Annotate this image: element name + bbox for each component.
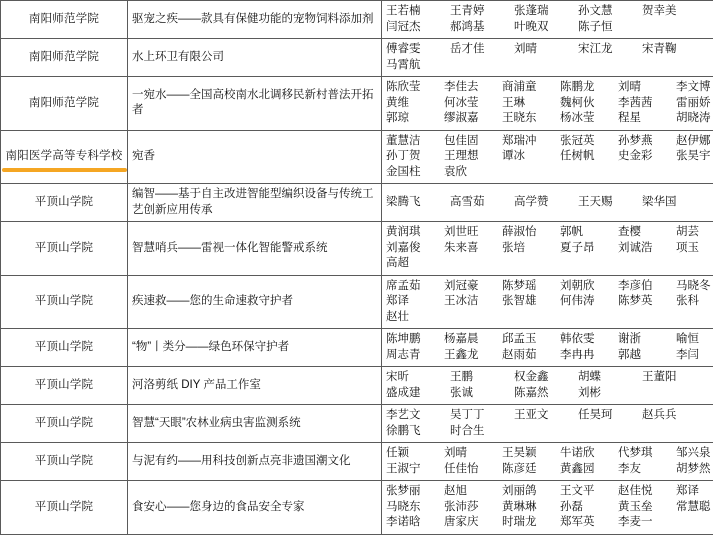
member-name: 包佳固 <box>444 134 496 150</box>
member-name: 何冰莹 <box>444 96 496 112</box>
member-name: 刘朝欣 <box>560 279 612 295</box>
cell-school: 平顶山学院 <box>1 481 128 535</box>
cell-members <box>382 481 713 535</box>
member-name: 刘晴 <box>444 446 496 462</box>
member-name: 徐鹏飞 <box>386 424 442 440</box>
member-name: 李诺晗 <box>386 515 438 531</box>
member-name-list <box>386 225 713 272</box>
member-name: 傅睿雯 <box>386 42 442 58</box>
member-name: 邱孟玉 <box>502 332 554 348</box>
member-name: 李文博 <box>676 80 713 96</box>
member-name: 王晓东 <box>502 111 554 127</box>
member-name: 王文平 <box>560 484 612 500</box>
member-name: 邹兴泉 <box>676 446 713 462</box>
member-name: 王琳 <box>502 96 554 112</box>
member-name: 谭冰 <box>502 149 554 165</box>
cell-members <box>382 222 713 276</box>
member-name: 郭越 <box>618 348 670 364</box>
member-name: 赵佳悦 <box>618 484 670 500</box>
member-name: 赵兵兵 <box>642 408 698 424</box>
member-name: 项玉 <box>676 241 713 257</box>
member-name: 贺幸美 <box>642 4 698 20</box>
member-name: 唐家庆 <box>444 515 496 531</box>
cell-project-name: 一宛水——全国高校南水北调移民新村普法开拓者 <box>128 77 382 131</box>
member-name: 梁腾飞 <box>386 195 442 211</box>
table-row <box>1 443 713 481</box>
member-name: 时瑞龙 <box>502 515 554 531</box>
member-name: 黄润琪 <box>386 225 438 241</box>
cell-school: 平顶山学院 <box>1 405 128 443</box>
member-name: 薛淑怡 <box>502 225 554 241</box>
member-name: 黄琳琳 <box>502 500 554 516</box>
member-name: 叶晚双 <box>514 20 570 36</box>
member-name: 喻恒 <box>676 332 713 348</box>
member-name: 郝鸿基 <box>450 20 506 36</box>
member-name: 孙磊 <box>560 500 612 516</box>
member-name: 杨冰莹 <box>560 111 612 127</box>
member-name: 董慧洁 <box>386 134 438 150</box>
member-name: 王若楠 <box>386 4 442 20</box>
cell-project-name: 疾速救——您的生命速救守护者 <box>128 275 382 329</box>
member-name: 袁欣 <box>444 165 496 181</box>
member-name: 刘诚浩 <box>618 241 670 257</box>
member-name: 李麦一 <box>618 515 670 531</box>
member-name-list <box>386 408 713 439</box>
table-row <box>1 77 713 131</box>
cell-project-name: 与泥有约——用科技创新点亮非遗国潮文化 <box>128 443 382 481</box>
table-row <box>1 222 713 276</box>
cell-project-name: 编智——基于自主改进智能型编织设备与传统工艺创新应用传承 <box>128 184 382 222</box>
member-name: 时合生 <box>450 424 506 440</box>
cell-project-name: 河洛剪纸 DIY 产品工作室 <box>128 367 382 405</box>
member-name: 张昊宇 <box>676 149 713 165</box>
member-name: 刘嘉俊 <box>386 241 438 257</box>
member-name: 查樱 <box>618 225 670 241</box>
table-row <box>1 130 713 184</box>
member-name: 夏子昂 <box>560 241 612 257</box>
member-name: 李彦伯 <box>618 279 670 295</box>
cell-project-name: 智慧“天眼”农林业病虫害监测系统 <box>128 405 382 443</box>
member-name: 金国柱 <box>386 165 438 181</box>
cell-school: 南阳师范学院 <box>1 1 128 39</box>
member-name-list <box>386 279 713 326</box>
member-name: 王董阳 <box>642 370 698 386</box>
member-name-list <box>386 332 713 363</box>
member-name: 梁华国 <box>642 195 698 211</box>
member-name: 李闫 <box>676 348 713 364</box>
cell-members <box>382 130 713 184</box>
member-name-list <box>386 195 713 211</box>
cell-school <box>1 130 128 184</box>
member-name: 胡蝶 <box>578 370 634 386</box>
member-name: 刘冠豪 <box>444 279 496 295</box>
member-name: 宋昕 <box>386 370 442 386</box>
member-name: 高超 <box>386 256 438 272</box>
table-body <box>1 1 713 535</box>
member-name: 代梦琪 <box>618 446 670 462</box>
member-name: 胡梦然 <box>676 462 713 478</box>
cell-school: 平顶山学院 <box>1 184 128 222</box>
table-row <box>1 1 713 39</box>
member-name: 盛成建 <box>386 386 442 402</box>
member-name: 谢浙 <box>618 332 670 348</box>
cell-project-name: 食安心——您身边的食品安全专家 <box>128 481 382 535</box>
member-name: 郭琼 <box>386 111 438 127</box>
cell-members <box>382 367 713 405</box>
cell-project-name: “物”丨类分——绿色环保守护者 <box>128 329 382 367</box>
member-name: 郑瑞冲 <box>502 134 554 150</box>
highlighted-school-name: 南阳医学高等专科学校 <box>6 149 123 165</box>
member-name: 韩依雯 <box>560 332 612 348</box>
member-name: 刘晴 <box>618 80 670 96</box>
cell-school: 平顶山学院 <box>1 443 128 481</box>
member-name: 高学赞 <box>514 195 570 211</box>
member-name: 赵旭 <box>444 484 496 500</box>
member-name: 权金鑫 <box>514 370 570 386</box>
member-name: 王亚文 <box>514 408 570 424</box>
member-name: 刘晴 <box>514 42 570 58</box>
member-name: 陈坤鹏 <box>386 332 438 348</box>
member-name: 宋江龙 <box>578 42 634 58</box>
member-name-list <box>386 42 713 73</box>
member-name: 王昊颖 <box>502 446 554 462</box>
member-name: 程星 <box>618 111 670 127</box>
cell-project-name: 驱宠之疾——款具有保健功能的宠物饲料添加剂 <box>128 1 382 39</box>
table-row <box>1 39 713 77</box>
member-name: 孙文慧 <box>578 4 634 20</box>
table-row <box>1 367 713 405</box>
cell-members <box>382 1 713 39</box>
member-name: 何伟涛 <box>560 294 612 310</box>
member-name: 张诚 <box>450 386 506 402</box>
member-name: 岳才佳 <box>450 42 506 58</box>
cell-school: 南阳师范学院 <box>1 39 128 77</box>
highlight-underline <box>2 168 127 172</box>
member-name: 朱来喜 <box>444 241 496 257</box>
member-name: 刘彬 <box>578 386 634 402</box>
member-name-list <box>386 4 713 35</box>
member-name: 孙丁贺 <box>386 149 438 165</box>
member-name-list <box>386 446 713 477</box>
member-name: 陈梦英 <box>618 294 670 310</box>
member-name: 陈梦瑶 <box>502 279 554 295</box>
member-name: 陈鹏龙 <box>560 80 612 96</box>
member-name: 张蓬瑞 <box>514 4 570 20</box>
member-name: 任树帆 <box>560 149 612 165</box>
member-name: 常慧聪 <box>676 500 713 516</box>
cell-project-name: 水上环卫有限公司 <box>128 39 382 77</box>
member-name: 王青婷 <box>450 4 506 20</box>
member-name: 李茜茜 <box>618 96 670 112</box>
member-name: 黄玉垒 <box>618 500 670 516</box>
member-name: 赵壮 <box>386 310 438 326</box>
member-name: 闫冠杰 <box>386 20 442 36</box>
member-name: 王冰洁 <box>444 294 496 310</box>
member-name: 李艺文 <box>386 408 442 424</box>
member-name: 孙梦燕 <box>618 134 670 150</box>
cell-project-name: 智慧哨兵——雷视一体化智能警戒系统 <box>128 222 382 276</box>
member-name: 席孟茹 <box>386 279 438 295</box>
member-name: 黄鑫园 <box>560 462 612 478</box>
member-name: 黄维 <box>386 96 438 112</box>
member-name: 郑译 <box>676 484 713 500</box>
member-name: 王鑫龙 <box>444 348 496 364</box>
cell-project-name: 宛香 <box>128 130 382 184</box>
cell-school: 平顶山学院 <box>1 275 128 329</box>
cell-members <box>382 443 713 481</box>
member-name: 雷丽娇 <box>676 96 713 112</box>
member-name: 陈子恒 <box>578 20 634 36</box>
member-name: 宋青鞠 <box>642 42 698 58</box>
table-row <box>1 329 713 367</box>
cell-members <box>382 184 713 222</box>
member-name: 高雪茹 <box>450 195 506 211</box>
member-name: 李佳去 <box>444 80 496 96</box>
member-name: 吴丁丁 <box>450 408 506 424</box>
member-name: 缪淑嘉 <box>444 111 496 127</box>
member-name: 胡晓涛 <box>676 111 713 127</box>
member-name: 王鹏 <box>450 370 506 386</box>
member-name: 史金彩 <box>618 149 670 165</box>
member-name: 任昊珂 <box>578 408 634 424</box>
cell-members <box>382 405 713 443</box>
member-name: 陈彦廷 <box>502 462 554 478</box>
cell-members <box>382 275 713 329</box>
cell-school: 南阳师范学院 <box>1 77 128 131</box>
cell-school: 平顶山学院 <box>1 329 128 367</box>
member-name: 陈嘉然 <box>514 386 570 402</box>
member-name: 张沛莎 <box>444 500 496 516</box>
member-name: 商浦童 <box>502 80 554 96</box>
member-name-list <box>386 484 713 531</box>
member-name: 王淑宁 <box>386 462 438 478</box>
cell-members <box>382 77 713 131</box>
member-name-list <box>386 80 713 127</box>
cell-members <box>382 329 713 367</box>
table-row <box>1 481 713 535</box>
member-name: 王天赐 <box>578 195 634 211</box>
member-name: 胡芸 <box>676 225 713 241</box>
cell-school: 平顶山学院 <box>1 367 128 405</box>
member-name-list <box>386 370 713 401</box>
member-name: 马晓东 <box>386 500 438 516</box>
member-name: 刘丽鸽 <box>502 484 554 500</box>
member-name: 周志青 <box>386 348 438 364</box>
member-name: 刘世旺 <box>444 225 496 241</box>
member-name: 张科 <box>676 294 713 310</box>
member-name: 牛诺欣 <box>560 446 612 462</box>
cell-school: 平顶山学院 <box>1 222 128 276</box>
member-name: 任颖 <box>386 446 438 462</box>
member-name: 张智雄 <box>502 294 554 310</box>
member-name: 李友 <box>618 462 670 478</box>
member-name: 陈欣莹 <box>386 80 438 96</box>
cell-members <box>382 39 713 77</box>
member-name: 王理想 <box>444 149 496 165</box>
member-name: 郑军英 <box>560 515 612 531</box>
member-name: 张冠英 <box>560 134 612 150</box>
member-name: 郭帆 <box>560 225 612 241</box>
table-row <box>1 184 713 222</box>
member-name: 赵伊娜 <box>676 134 713 150</box>
member-name: 赵雨茹 <box>502 348 554 364</box>
member-name: 任佳怡 <box>444 462 496 478</box>
member-name-list <box>386 134 713 181</box>
member-name: 张培 <box>502 241 554 257</box>
member-name: 马霄航 <box>386 58 442 74</box>
member-name: 杨嘉晨 <box>444 332 496 348</box>
table-row <box>1 405 713 443</box>
member-name: 李冉冉 <box>560 348 612 364</box>
member-name: 张梦丽 <box>386 484 438 500</box>
member-name: 郑译 <box>386 294 438 310</box>
member-name: 马晓冬 <box>676 279 713 295</box>
member-name: 魏柯伙 <box>560 96 612 112</box>
table-row <box>1 275 713 329</box>
